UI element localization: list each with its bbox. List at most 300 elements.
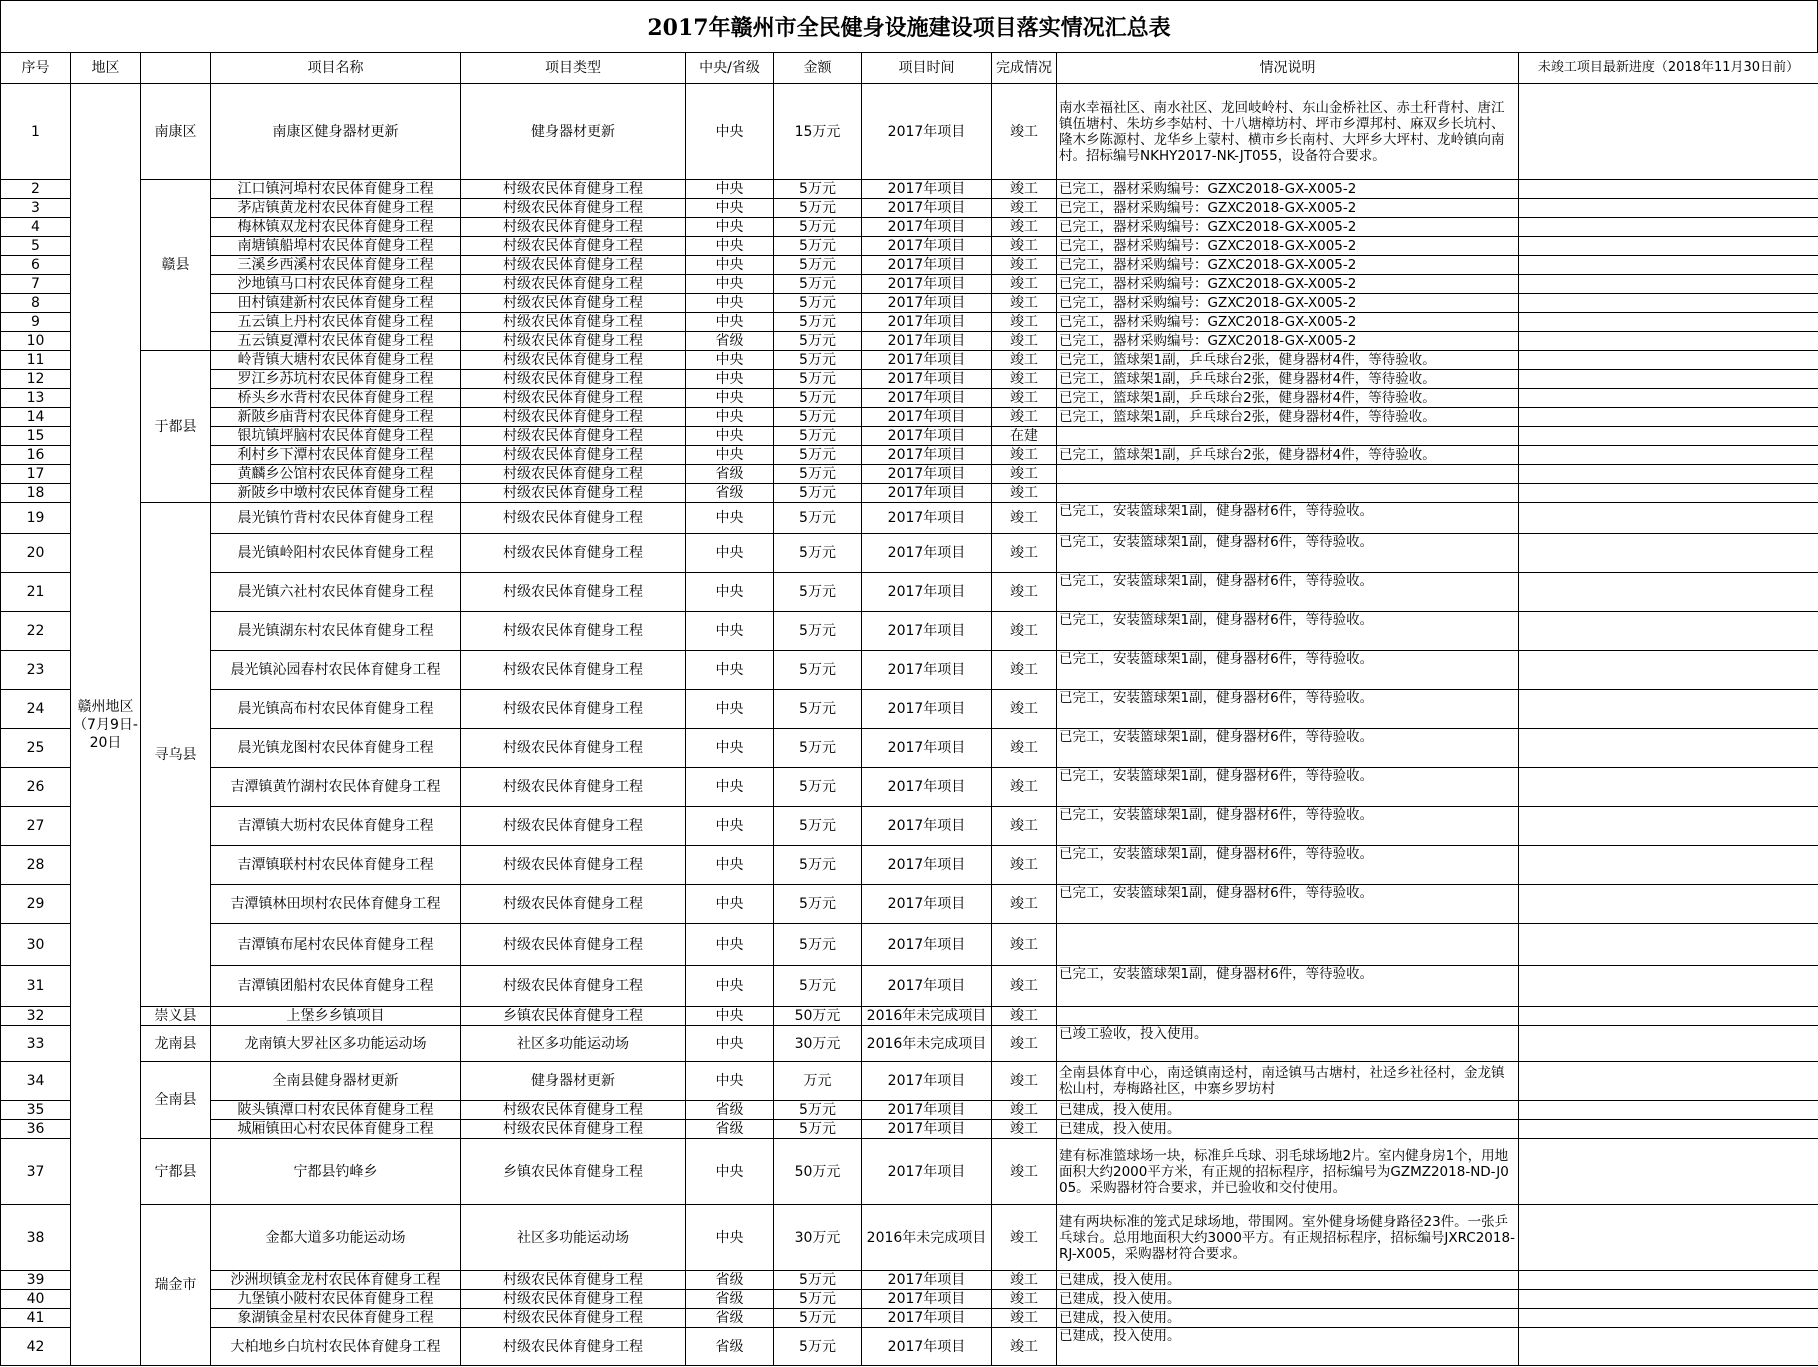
cell-amount[interactable]: 5万元 <box>774 446 862 465</box>
cell-level[interactable]: 中央 <box>686 351 774 370</box>
cell-status[interactable]: 竣工 <box>992 446 1057 465</box>
cell-status[interactable]: 竣工 <box>992 275 1057 294</box>
cell-type[interactable]: 村级农民体育健身工程 <box>461 768 686 807</box>
cell-status[interactable]: 竣工 <box>992 807 1057 846</box>
cell-status[interactable]: 竣工 <box>992 1271 1057 1290</box>
cell-progress[interactable] <box>1519 275 1818 294</box>
cell-time[interactable]: 2017年项目 <box>862 446 992 465</box>
cell-type[interactable]: 村级农民体育健身工程 <box>461 573 686 612</box>
cell-amount[interactable]: 5万元 <box>774 1328 862 1366</box>
cell-note[interactable]: 已完工，安装篮球架1副，健身器材6件，等待验收。 <box>1057 768 1519 807</box>
cell-amount[interactable]: 5万元 <box>774 1101 862 1120</box>
cell-name[interactable]: 晨光镇沁园春村农民体育健身工程 <box>211 651 461 690</box>
cell-level[interactable]: 省级 <box>686 1120 774 1139</box>
cell-note[interactable]: 已建成，投入使用。 <box>1057 1101 1519 1120</box>
cell-status[interactable]: 竣工 <box>992 218 1057 237</box>
cell-time[interactable]: 2017年项目 <box>862 484 992 503</box>
cell-note[interactable]: 已完工，器材采购编号：GZXC2018-GX-X005-2 <box>1057 199 1519 218</box>
cell-county[interactable]: 宁都县 <box>141 1139 211 1205</box>
cell-status[interactable]: 竣工 <box>992 1309 1057 1328</box>
cell-progress[interactable] <box>1519 768 1818 807</box>
cell-name[interactable]: 九堡镇小陂村农民体育健身工程 <box>211 1290 461 1309</box>
cell-note[interactable]: 已完工，安装篮球架1副，健身器材6件，等待验收。 <box>1057 690 1519 729</box>
cell-no[interactable]: 42 <box>1 1328 71 1366</box>
cell-note[interactable]: 已完工，篮球架1副，乒乓球台2张，健身器材4件，等待验收。 <box>1057 370 1519 389</box>
cell-time[interactable]: 2017年项目 <box>862 427 992 446</box>
cell-level[interactable]: 中央 <box>686 256 774 275</box>
cell-note[interactable]: 已建成，投入使用。 <box>1057 1290 1519 1309</box>
cell-no[interactable]: 22 <box>1 612 71 651</box>
cell-level[interactable]: 中央 <box>686 199 774 218</box>
cell-status[interactable]: 竣工 <box>992 966 1057 1007</box>
cell-status[interactable]: 竣工 <box>992 332 1057 351</box>
cell-no[interactable]: 16 <box>1 446 71 465</box>
cell-status[interactable]: 竣工 <box>992 690 1057 729</box>
cell-progress[interactable] <box>1519 446 1818 465</box>
cell-amount[interactable]: 5万元 <box>774 294 862 313</box>
cell-note[interactable]: 已建成，投入使用。 <box>1057 1120 1519 1139</box>
cell-time[interactable]: 2017年项目 <box>862 651 992 690</box>
cell-progress[interactable] <box>1519 1290 1818 1309</box>
cell-name[interactable]: 沙地镇马口村农民体育健身工程 <box>211 275 461 294</box>
cell-progress[interactable] <box>1519 885 1818 924</box>
cell-amount[interactable]: 5万元 <box>774 218 862 237</box>
cell-time[interactable]: 2016年未完成项目 <box>862 1205 992 1271</box>
cell-note[interactable] <box>1057 1007 1519 1026</box>
cell-no[interactable]: 3 <box>1 199 71 218</box>
cell-status[interactable]: 竣工 <box>992 924 1057 966</box>
cell-time[interactable]: 2017年项目 <box>862 1271 992 1290</box>
cell-progress[interactable] <box>1519 573 1818 612</box>
cell-level[interactable]: 中央 <box>686 690 774 729</box>
cell-progress[interactable] <box>1519 199 1818 218</box>
cell-time[interactable]: 2017年项目 <box>862 256 992 275</box>
cell-no[interactable]: 19 <box>1 503 71 534</box>
cell-level[interactable]: 中央 <box>686 612 774 651</box>
cell-status[interactable]: 竣工 <box>992 534 1057 573</box>
cell-status[interactable]: 竣工 <box>992 1205 1057 1271</box>
cell-level[interactable]: 中央 <box>686 885 774 924</box>
cell-time[interactable]: 2017年项目 <box>862 199 992 218</box>
cell-name[interactable]: 城厢镇田心村农民体育健身工程 <box>211 1120 461 1139</box>
cell-progress[interactable] <box>1519 294 1818 313</box>
cell-amount[interactable]: 5万元 <box>774 1309 862 1328</box>
cell-type[interactable]: 村级农民体育健身工程 <box>461 389 686 408</box>
cell-level[interactable]: 中央 <box>686 180 774 199</box>
cell-level[interactable]: 中央 <box>686 313 774 332</box>
cell-no[interactable]: 29 <box>1 885 71 924</box>
header-county[interactable] <box>141 53 211 84</box>
cell-amount[interactable]: 5万元 <box>774 768 862 807</box>
cell-type[interactable]: 村级农民体育健身工程 <box>461 503 686 534</box>
cell-status[interactable]: 竣工 <box>992 389 1057 408</box>
cell-time[interactable]: 2017年项目 <box>862 1328 992 1366</box>
cell-progress[interactable] <box>1519 1120 1818 1139</box>
cell-no[interactable]: 36 <box>1 1120 71 1139</box>
cell-status[interactable]: 竣工 <box>992 1139 1057 1205</box>
cell-type[interactable]: 村级农民体育健身工程 <box>461 924 686 966</box>
cell-level[interactable]: 省级 <box>686 332 774 351</box>
cell-time[interactable]: 2017年项目 <box>862 573 992 612</box>
cell-amount[interactable]: 5万元 <box>774 651 862 690</box>
cell-no[interactable]: 18 <box>1 484 71 503</box>
cell-level[interactable]: 中央 <box>686 1139 774 1205</box>
cell-time[interactable]: 2017年项目 <box>862 1139 992 1205</box>
cell-note[interactable]: 已完工，安装篮球架1副，健身器材6件，等待验收。 <box>1057 612 1519 651</box>
cell-amount[interactable]: 5万元 <box>774 465 862 484</box>
cell-status[interactable]: 竣工 <box>992 84 1057 180</box>
cell-status[interactable]: 竣工 <box>992 1062 1057 1101</box>
cell-name[interactable]: 晨光镇湖东村农民体育健身工程 <box>211 612 461 651</box>
cell-amount[interactable]: 5万元 <box>774 1290 862 1309</box>
cell-time[interactable]: 2017年项目 <box>862 1309 992 1328</box>
cell-note[interactable]: 已完工，器材采购编号：GZXC2018-GX-X005-2 <box>1057 237 1519 256</box>
cell-name[interactable]: 南塘镇船埠村农民体育健身工程 <box>211 237 461 256</box>
cell-type[interactable]: 村级农民体育健身工程 <box>461 1271 686 1290</box>
cell-type[interactable]: 健身器材更新 <box>461 1062 686 1101</box>
cell-level[interactable]: 省级 <box>686 1328 774 1366</box>
cell-no[interactable]: 41 <box>1 1309 71 1328</box>
cell-no[interactable]: 40 <box>1 1290 71 1309</box>
cell-note[interactable]: 建有两块标准的笼式足球场地，带围网。室外健身场健身路径23件。一张乒乓球台。总用地面积大约3000平方。有正规招标程序，招标编号JXRC2018-RJ-X005，采购器材符合要求。 <box>1057 1205 1519 1271</box>
cell-level[interactable]: 省级 <box>686 1101 774 1120</box>
cell-time[interactable]: 2017年项目 <box>862 768 992 807</box>
cell-note[interactable]: 已建成，投入使用。 <box>1057 1271 1519 1290</box>
cell-county[interactable]: 全南县 <box>141 1062 211 1139</box>
cell-name[interactable]: 三溪乡西溪村农民体育健身工程 <box>211 256 461 275</box>
cell-type[interactable]: 村级农民体育健身工程 <box>461 690 686 729</box>
cell-level[interactable]: 中央 <box>686 503 774 534</box>
cell-type[interactable]: 村级农民体育健身工程 <box>461 446 686 465</box>
cell-progress[interactable] <box>1519 729 1818 768</box>
cell-status[interactable]: 竣工 <box>992 768 1057 807</box>
cell-note[interactable]: 已完工，安装篮球架1副，健身器材6件，等待验收。 <box>1057 573 1519 612</box>
cell-name[interactable]: 田村镇建新村农民体育健身工程 <box>211 294 461 313</box>
cell-time[interactable]: 2017年项目 <box>862 1062 992 1101</box>
cell-note[interactable] <box>1057 484 1519 503</box>
cell-amount[interactable]: 5万元 <box>774 690 862 729</box>
cell-progress[interactable] <box>1519 1101 1818 1120</box>
cell-status[interactable]: 竣工 <box>992 351 1057 370</box>
cell-note[interactable]: 已建成，投入使用。 <box>1057 1309 1519 1328</box>
cell-no[interactable]: 4 <box>1 218 71 237</box>
cell-amount[interactable]: 5万元 <box>774 885 862 924</box>
cell-level[interactable]: 中央 <box>686 237 774 256</box>
cell-no[interactable]: 39 <box>1 1271 71 1290</box>
cell-no[interactable]: 11 <box>1 351 71 370</box>
cell-note[interactable]: 已完工，篮球架1副，乒乓球台2张，健身器材4件，等待验收。 <box>1057 389 1519 408</box>
cell-type[interactable]: 村级农民体育健身工程 <box>461 885 686 924</box>
cell-progress[interactable] <box>1519 465 1818 484</box>
cell-status[interactable]: 竣工 <box>992 651 1057 690</box>
cell-status[interactable]: 竣工 <box>992 503 1057 534</box>
cell-time[interactable]: 2017年项目 <box>862 218 992 237</box>
cell-status[interactable]: 竣工 <box>992 1026 1057 1062</box>
cell-type[interactable]: 村级农民体育健身工程 <box>461 1101 686 1120</box>
cell-type[interactable]: 村级农民体育健身工程 <box>461 294 686 313</box>
cell-level[interactable]: 中央 <box>686 218 774 237</box>
cell-level[interactable]: 中央 <box>686 446 774 465</box>
header-time[interactable]: 项目时间 <box>862 53 992 84</box>
cell-progress[interactable] <box>1519 332 1818 351</box>
cell-name[interactable]: 象湖镇金星村农民体育健身工程 <box>211 1309 461 1328</box>
cell-progress[interactable] <box>1519 534 1818 573</box>
cell-name[interactable]: 五云镇夏潭村农民体育健身工程 <box>211 332 461 351</box>
cell-no[interactable]: 28 <box>1 846 71 885</box>
cell-progress[interactable] <box>1519 180 1818 199</box>
cell-type[interactable]: 村级农民体育健身工程 <box>461 256 686 275</box>
cell-type[interactable]: 村级农民体育健身工程 <box>461 1328 686 1366</box>
cell-level[interactable]: 中央 <box>686 427 774 446</box>
cell-type[interactable]: 乡镇农民体育健身工程 <box>461 1007 686 1026</box>
cell-county[interactable]: 崇义县 <box>141 1007 211 1026</box>
cell-time[interactable]: 2017年项目 <box>862 1120 992 1139</box>
cell-note[interactable]: 已完工，器材采购编号：GZXC2018-GX-X005-2 <box>1057 313 1519 332</box>
cell-name[interactable]: 梅林镇双龙村农民体育健身工程 <box>211 218 461 237</box>
cell-progress[interactable] <box>1519 1271 1818 1290</box>
cell-note[interactable]: 已完工，器材采购编号：GZXC2018-GX-X005-2 <box>1057 332 1519 351</box>
cell-county[interactable]: 南康区 <box>141 84 211 180</box>
header-name[interactable]: 项目名称 <box>211 53 461 84</box>
cell-level[interactable]: 中央 <box>686 807 774 846</box>
cell-progress[interactable] <box>1519 690 1818 729</box>
cell-amount[interactable]: 5万元 <box>774 503 862 534</box>
cell-name[interactable]: 吉潭镇团船村农民体育健身工程 <box>211 966 461 1007</box>
cell-name[interactable]: 岭背镇大塘村农民体育健身工程 <box>211 351 461 370</box>
cell-level[interactable]: 省级 <box>686 1309 774 1328</box>
cell-progress[interactable] <box>1519 408 1818 427</box>
cell-type[interactable]: 村级农民体育健身工程 <box>461 427 686 446</box>
cell-note[interactable]: 已完工，安装篮球架1副，健身器材6件，等待验收。 <box>1057 846 1519 885</box>
cell-no[interactable]: 15 <box>1 427 71 446</box>
cell-time[interactable]: 2017年项目 <box>862 503 992 534</box>
cell-name[interactable]: 黄麟乡公馆村农民体育健身工程 <box>211 465 461 484</box>
cell-level[interactable]: 中央 <box>686 275 774 294</box>
cell-note[interactable]: 已完工，安装篮球架1副，健身器材6件，等待验收。 <box>1057 807 1519 846</box>
cell-level[interactable]: 中央 <box>686 1062 774 1101</box>
cell-level[interactable]: 中央 <box>686 966 774 1007</box>
cell-type[interactable]: 健身器材更新 <box>461 84 686 180</box>
cell-level[interactable]: 中央 <box>686 846 774 885</box>
cell-name[interactable]: 金都大道多功能运动场 <box>211 1205 461 1271</box>
cell-type[interactable]: 社区多功能运动场 <box>461 1026 686 1062</box>
cell-time[interactable]: 2017年项目 <box>862 313 992 332</box>
cell-progress[interactable] <box>1519 1007 1818 1026</box>
header-amount[interactable]: 金额 <box>774 53 862 84</box>
cell-status[interactable]: 竣工 <box>992 408 1057 427</box>
cell-status[interactable]: 竣工 <box>992 370 1057 389</box>
cell-no[interactable]: 9 <box>1 313 71 332</box>
cell-amount[interactable]: 30万元 <box>774 1205 862 1271</box>
cell-name[interactable]: 五云镇上丹村农民体育健身工程 <box>211 313 461 332</box>
cell-amount[interactable]: 5万元 <box>774 275 862 294</box>
cell-status[interactable]: 竣工 <box>992 846 1057 885</box>
cell-progress[interactable] <box>1519 351 1818 370</box>
cell-time[interactable]: 2017年项目 <box>862 924 992 966</box>
cell-status[interactable]: 竣工 <box>992 180 1057 199</box>
cell-time[interactable]: 2017年项目 <box>862 465 992 484</box>
cell-no[interactable]: 27 <box>1 807 71 846</box>
cell-amount[interactable]: 5万元 <box>774 484 862 503</box>
cell-type[interactable]: 社区多功能运动场 <box>461 1205 686 1271</box>
cell-name[interactable]: 茅店镇黄龙村农民体育健身工程 <box>211 199 461 218</box>
cell-amount[interactable]: 5万元 <box>774 313 862 332</box>
cell-name[interactable]: 大柏地乡白坑村农民体育健身工程 <box>211 1328 461 1366</box>
cell-status[interactable]: 竣工 <box>992 1101 1057 1120</box>
cell-name[interactable]: 吉潭镇联村村农民体育健身工程 <box>211 846 461 885</box>
cell-progress[interactable] <box>1519 84 1818 180</box>
cell-level[interactable]: 中央 <box>686 370 774 389</box>
cell-amount[interactable]: 5万元 <box>774 924 862 966</box>
cell-amount[interactable]: 5万元 <box>774 966 862 1007</box>
cell-no[interactable]: 33 <box>1 1026 71 1062</box>
cell-progress[interactable] <box>1519 807 1818 846</box>
cell-progress[interactable] <box>1519 389 1818 408</box>
cell-progress[interactable] <box>1519 256 1818 275</box>
cell-status[interactable]: 竣工 <box>992 465 1057 484</box>
cell-time[interactable]: 2017年项目 <box>862 275 992 294</box>
cell-level[interactable]: 中央 <box>686 768 774 807</box>
cell-progress[interactable] <box>1519 1026 1818 1062</box>
cell-status[interactable]: 竣工 <box>992 1328 1057 1366</box>
cell-no[interactable]: 26 <box>1 768 71 807</box>
cell-amount[interactable]: 5万元 <box>774 1120 862 1139</box>
cell-type[interactable]: 村级农民体育健身工程 <box>461 1290 686 1309</box>
cell-type[interactable]: 村级农民体育健身工程 <box>461 465 686 484</box>
cell-status[interactable]: 竣工 <box>992 1290 1057 1309</box>
cell-note[interactable] <box>1057 427 1519 446</box>
cell-level[interactable]: 中央 <box>686 573 774 612</box>
cell-name[interactable]: 利村乡下潭村农民体育健身工程 <box>211 446 461 465</box>
header-progress[interactable]: 未竣工项目最新进度（2018年11月30日前） <box>1519 53 1818 84</box>
cell-level[interactable]: 中央 <box>686 1205 774 1271</box>
cell-note[interactable]: 建有标准篮球场一块，标准乒乓球、羽毛球场地2片。室内健身房1个，用地面积大约2000平方米，有正规的招标程序，招标编号为GZMZ2018-ND-J005。采购器材符合要求，并已验收和交付使用。 <box>1057 1139 1519 1205</box>
cell-time[interactable]: 2016年未完成项目 <box>862 1026 992 1062</box>
cell-county[interactable]: 龙南县 <box>141 1026 211 1062</box>
cell-name[interactable]: 南康区健身器材更新 <box>211 84 461 180</box>
cell-amount[interactable]: 5万元 <box>774 612 862 651</box>
cell-name[interactable]: 晨光镇龙图村农民体育健身工程 <box>211 729 461 768</box>
cell-time[interactable]: 2017年项目 <box>862 180 992 199</box>
cell-progress[interactable] <box>1519 313 1818 332</box>
cell-name[interactable]: 银坑镇坪脑村农民体育健身工程 <box>211 427 461 446</box>
cell-level[interactable]: 中央 <box>686 1026 774 1062</box>
cell-no[interactable]: 34 <box>1 1062 71 1101</box>
cell-progress[interactable] <box>1519 237 1818 256</box>
cell-status[interactable]: 竣工 <box>992 612 1057 651</box>
cell-name[interactable]: 罗江乡苏坑村农民体育健身工程 <box>211 370 461 389</box>
cell-progress[interactable] <box>1519 218 1818 237</box>
cell-progress[interactable] <box>1519 1309 1818 1328</box>
cell-time[interactable]: 2017年项目 <box>862 612 992 651</box>
header-type[interactable]: 项目类型 <box>461 53 686 84</box>
cell-time[interactable]: 2017年项目 <box>862 237 992 256</box>
cell-name[interactable]: 全南县健身器材更新 <box>211 1062 461 1101</box>
cell-note[interactable]: 已建成，投入使用。 <box>1057 1328 1519 1366</box>
cell-status[interactable]: 竣工 <box>992 1007 1057 1026</box>
cell-level[interactable]: 中央 <box>686 389 774 408</box>
cell-no[interactable]: 2 <box>1 180 71 199</box>
cell-note[interactable]: 全南县体育中心，南迳镇南迳村，南迳镇马古塘村，社迳乡社径村，金龙镇松山村，寿梅路社区，中寨乡罗坊村 <box>1057 1062 1519 1101</box>
header-no[interactable]: 序号 <box>1 53 71 84</box>
cell-amount[interactable]: 15万元 <box>774 84 862 180</box>
cell-note[interactable]: 已完工，器材采购编号：GZXC2018-GX-X005-2 <box>1057 180 1519 199</box>
cell-amount[interactable]: 5万元 <box>774 846 862 885</box>
cell-amount[interactable]: 5万元 <box>774 256 862 275</box>
cell-status[interactable]: 竣工 <box>992 237 1057 256</box>
cell-amount[interactable]: 5万元 <box>774 807 862 846</box>
header-region[interactable]: 地区 <box>71 53 141 84</box>
cell-time[interactable]: 2017年项目 <box>862 1101 992 1120</box>
cell-no[interactable]: 6 <box>1 256 71 275</box>
cell-time[interactable]: 2017年项目 <box>862 408 992 427</box>
cell-time[interactable]: 2016年未完成项目 <box>862 1007 992 1026</box>
cell-no[interactable]: 35 <box>1 1101 71 1120</box>
cell-no[interactable]: 32 <box>1 1007 71 1026</box>
cell-status[interactable]: 竣工 <box>992 294 1057 313</box>
cell-type[interactable]: 村级农民体育健身工程 <box>461 1309 686 1328</box>
cell-no[interactable]: 7 <box>1 275 71 294</box>
cell-amount[interactable]: 5万元 <box>774 370 862 389</box>
cell-type[interactable]: 村级农民体育健身工程 <box>461 180 686 199</box>
cell-status[interactable]: 竣工 <box>992 885 1057 924</box>
cell-no[interactable]: 25 <box>1 729 71 768</box>
cell-no[interactable]: 1 <box>1 84 71 180</box>
cell-amount[interactable]: 30万元 <box>774 1026 862 1062</box>
cell-level[interactable]: 中央 <box>686 729 774 768</box>
cell-time[interactable]: 2017年项目 <box>862 370 992 389</box>
cell-note[interactable]: 已完工，器材采购编号：GZXC2018-GX-X005-2 <box>1057 218 1519 237</box>
cell-name[interactable]: 沙洲坝镇金龙村农民体育健身工程 <box>211 1271 461 1290</box>
cell-no[interactable]: 30 <box>1 924 71 966</box>
cell-no[interactable]: 5 <box>1 237 71 256</box>
cell-time[interactable]: 2017年项目 <box>862 84 992 180</box>
cell-amount[interactable]: 5万元 <box>774 351 862 370</box>
cell-type[interactable]: 村级农民体育健身工程 <box>461 351 686 370</box>
cell-name[interactable]: 吉潭镇黄竹湖村农民体育健身工程 <box>211 768 461 807</box>
cell-name[interactable]: 晨光镇高布村农民体育健身工程 <box>211 690 461 729</box>
cell-type[interactable]: 村级农民体育健身工程 <box>461 332 686 351</box>
cell-amount[interactable]: 5万元 <box>774 1271 862 1290</box>
cell-no[interactable]: 10 <box>1 332 71 351</box>
cell-progress[interactable] <box>1519 484 1818 503</box>
cell-name[interactable]: 吉潭镇林田坝村农民体育健身工程 <box>211 885 461 924</box>
cell-county[interactable]: 寻乌县 <box>141 503 211 1007</box>
cell-time[interactable]: 2017年项目 <box>862 534 992 573</box>
cell-progress[interactable] <box>1519 924 1818 966</box>
cell-county[interactable]: 瑞金市 <box>141 1205 211 1366</box>
cell-progress[interactable] <box>1519 427 1818 446</box>
cell-amount[interactable]: 5万元 <box>774 729 862 768</box>
cell-amount[interactable]: 5万元 <box>774 237 862 256</box>
cell-no[interactable]: 23 <box>1 651 71 690</box>
cell-county[interactable]: 赣县 <box>141 180 211 351</box>
cell-note[interactable]: 南水幸福社区、南水社区、龙回岐岭村、东山金桥社区、赤土秆背村、唐江镇伍塘村、朱坊乡李姑村、十八塘樟坊村、坪市乡潭邦村、麻双乡长坑村、隆木乡陈源村、龙华乡上蒙村、横市乡长南村、大坪乡大坪村、龙岭镇向南村。招标编号NKHY2017-NK-JT055，设备符合要求。 <box>1057 84 1519 180</box>
cell-progress[interactable] <box>1519 1328 1818 1366</box>
cell-time[interactable]: 2017年项目 <box>862 332 992 351</box>
cell-name[interactable]: 上堡乡乡镇项目 <box>211 1007 461 1026</box>
cell-note[interactable]: 已完工，安装篮球架1副，健身器材6件，等待验收。 <box>1057 729 1519 768</box>
cell-note[interactable]: 已完工，器材采购编号：GZXC2018-GX-X005-2 <box>1057 256 1519 275</box>
cell-level[interactable]: 省级 <box>686 1271 774 1290</box>
cell-type[interactable]: 村级农民体育健身工程 <box>461 199 686 218</box>
cell-no[interactable]: 37 <box>1 1139 71 1205</box>
cell-time[interactable]: 2017年项目 <box>862 690 992 729</box>
cell-level[interactable]: 省级 <box>686 465 774 484</box>
cell-no[interactable]: 12 <box>1 370 71 389</box>
cell-name[interactable]: 吉潭镇布尾村农民体育健身工程 <box>211 924 461 966</box>
cell-status[interactable]: 竣工 <box>992 573 1057 612</box>
